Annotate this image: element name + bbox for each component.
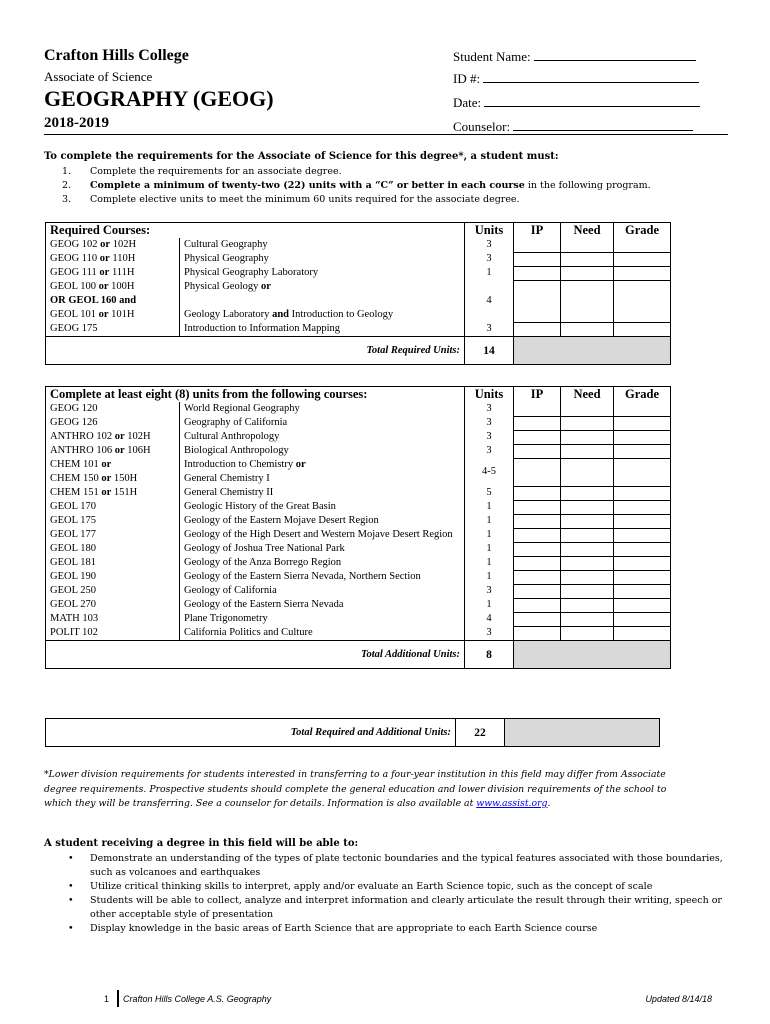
grand-total-table <box>45 718 660 747</box>
grade-cell[interactable] <box>614 612 671 626</box>
header-divider <box>44 134 728 135</box>
required-title: Required Courses: <box>46 223 465 239</box>
ip-cell[interactable] <box>514 252 561 266</box>
shaded-cell <box>514 337 671 365</box>
ip-cell[interactable] <box>514 542 561 556</box>
grade-cell[interactable] <box>614 556 671 570</box>
ip-cell[interactable] <box>514 584 561 598</box>
counselor-label: Counselor: <box>453 119 511 134</box>
table-row: GEOL 170 Geologic History of the Great Basin 1 <box>46 500 671 514</box>
ip-cell[interactable] <box>514 528 561 542</box>
intro-item: 2. Complete a minimum of twenty-two (22) units with a “C” or better in each course in the following program. <box>62 180 651 191</box>
need-cell[interactable] <box>561 402 614 416</box>
grade-cell[interactable] <box>614 430 671 444</box>
grand-total-label: Total Required and Additional Units: <box>46 719 456 747</box>
table-row: POLIT 102 California Politics and Culture 3 <box>46 626 671 641</box>
table-row: GEOL 175 Geology of the Eastern Mojave Desert Region 1 <box>46 514 671 528</box>
need-cell[interactable] <box>561 444 614 458</box>
ip-cell[interactable] <box>514 500 561 514</box>
grade-cell[interactable] <box>614 458 671 486</box>
ip-header: IP <box>514 223 561 239</box>
table-row: MATH 103 Plane Trigonometry 4 <box>46 612 671 626</box>
assist-link[interactable]: www.assist.org <box>476 798 548 809</box>
ip-cell[interactable] <box>514 402 561 416</box>
need-cell[interactable] <box>561 486 614 500</box>
student-name-line[interactable] <box>534 48 696 61</box>
grade-cell[interactable] <box>614 542 671 556</box>
table-row: GEOL 180 Geology of Joshua Tree National Park 1 <box>46 542 671 556</box>
table-row: ANTHRO 106 or 106H Biological Anthropology 3 <box>46 444 671 458</box>
ip-cell[interactable] <box>514 598 561 612</box>
grade-cell[interactable] <box>614 444 671 458</box>
footer-updated: Updated 8/14/18 <box>645 994 712 1004</box>
grade-cell[interactable] <box>614 500 671 514</box>
table-row: ANTHRO 102 or 102H Cultural Anthropology 3 <box>46 430 671 444</box>
footer-divider <box>117 990 119 1007</box>
grade-cell[interactable] <box>614 402 671 416</box>
grade-cell[interactable] <box>614 252 671 266</box>
table-row: GEOL 177 Geology of the High Desert and Western Mojave Desert Region 1 <box>46 528 671 542</box>
page-number: 1 <box>104 994 110 1004</box>
grand-total-row <box>46 719 660 747</box>
table-row: GEOL 100 or 100H OR GEOL 160 and GEOL 101 or 101H Physical Geology or Geology Laboratory and Introduction to Geology 4 <box>46 280 671 322</box>
additional-title: Complete at least eight (8) units from the following courses: <box>46 387 465 403</box>
table-row: GEOG 102 or 102H Cultural Geography 3 <box>46 238 671 252</box>
ip-cell[interactable] <box>514 444 561 458</box>
ip-cell[interactable] <box>514 280 561 322</box>
ip-cell[interactable] <box>514 626 561 641</box>
grade-cell[interactable] <box>614 416 671 430</box>
additional-courses-table <box>45 386 671 669</box>
need-header: Need <box>561 387 614 403</box>
grade-cell[interactable] <box>614 570 671 584</box>
table-row: GEOL 270 Geology of the Eastern Sierra Nevada 1 <box>46 598 671 612</box>
student-name-label: Student Name: <box>453 49 531 64</box>
program-title: GEOGRAPHY (GEOG) <box>44 86 274 111</box>
ip-cell[interactable] <box>514 612 561 626</box>
need-cell[interactable] <box>561 500 614 514</box>
ip-cell[interactable] <box>514 556 561 570</box>
counselor-line[interactable] <box>513 118 693 131</box>
shaded-cell <box>505 719 660 747</box>
need-cell[interactable] <box>561 598 614 612</box>
grade-cell[interactable] <box>614 266 671 280</box>
ip-cell[interactable] <box>514 238 561 252</box>
units-header: Units <box>465 387 514 403</box>
need-cell[interactable] <box>561 322 614 337</box>
grade-cell[interactable] <box>614 626 671 641</box>
intro-heading: To complete the requirements for the Associate of Science for this degree*, a student must: <box>44 151 559 162</box>
table-row: GEOL 250 Geology of California 3 <box>46 584 671 598</box>
grade-cell[interactable] <box>614 528 671 542</box>
need-cell[interactable] <box>561 266 614 280</box>
id-label: ID #: <box>453 71 481 86</box>
transfer-note: *Lower division requirements for students interested in transferring to a four-year institution in this field may differ from Associate degree requirements. Prospective students should complete the general education and lower division requirements of the school to which they will be transferring. See a counselor for details. Information is also available at www.assist.org. <box>44 769 667 809</box>
grade-cell[interactable] <box>614 514 671 528</box>
shaded-cell <box>514 641 671 669</box>
grade-header: Grade <box>614 387 671 403</box>
need-cell[interactable] <box>561 528 614 542</box>
ip-cell[interactable] <box>514 486 561 500</box>
need-header: Need <box>561 223 614 239</box>
ip-cell[interactable] <box>514 416 561 430</box>
need-cell[interactable] <box>561 458 614 486</box>
degree-type: Associate of Science <box>44 69 153 84</box>
footer-title: Crafton Hills College A.S. Geography <box>123 994 272 1004</box>
need-cell[interactable] <box>561 252 614 266</box>
need-cell[interactable] <box>561 584 614 598</box>
ip-cell[interactable] <box>514 322 561 337</box>
need-cell[interactable] <box>561 416 614 430</box>
total-required-value: 14 <box>465 337 514 365</box>
list-item: • Students will be able to collect, analyze and interpret information and clearly articulate the result through their writing, speech or other acceptable style of presentation <box>68 894 738 922</box>
id-field[interactable] <box>453 70 699 87</box>
total-required-label: Total Required Units: <box>46 337 465 365</box>
total-additional-value: 8 <box>465 641 514 669</box>
grand-total-value: 22 <box>456 719 505 747</box>
list-item: • Utilize critical thinking skills to interpret, apply and/or evaluate an Earth Science topic, such as the concept of scale <box>68 880 738 894</box>
catalog-year: 2018-2019 <box>44 115 109 131</box>
list-item: • Demonstrate an understanding of the types of plate tectonic boundaries and the typical features associated with those boundaries, such as volcanoes and earthquakes <box>68 852 738 880</box>
outcomes-heading: A student receiving a degree in this field will be able to: <box>44 838 359 849</box>
grade-cell[interactable] <box>614 598 671 612</box>
grade-cell[interactable] <box>614 486 671 500</box>
table-row: GEOG 111 or 111H Physical Geography Laboratory 1 <box>46 266 671 280</box>
ip-header: IP <box>514 387 561 403</box>
intro-item: 3. Complete elective units to meet the minimum 60 units required for the associate degree. <box>62 194 520 205</box>
ip-cell[interactable] <box>514 430 561 444</box>
id-line[interactable] <box>483 70 699 83</box>
need-cell[interactable] <box>561 280 614 322</box>
need-cell[interactable] <box>561 570 614 584</box>
grade-header: Grade <box>614 223 671 239</box>
outcomes-list <box>68 852 738 936</box>
table-row: GEOL 190 Geology of the Eastern Sierra Nevada, Northern Section 1 <box>46 570 671 584</box>
table-row: GEOG 110 or 110H Physical Geography 3 <box>46 252 671 266</box>
need-cell[interactable] <box>561 626 614 641</box>
grade-cell[interactable] <box>614 584 671 598</box>
need-cell[interactable] <box>561 542 614 556</box>
table-row: GEOG 120 World Regional Geography 3 <box>46 402 671 416</box>
grade-cell[interactable] <box>614 280 671 322</box>
total-additional-label: Total Additional Units: <box>46 641 465 669</box>
intro-list <box>62 165 651 207</box>
grade-cell[interactable] <box>614 322 671 337</box>
grade-cell[interactable] <box>614 238 671 252</box>
date-field[interactable] <box>453 94 700 111</box>
intro-item: 1. Complete the requirements for an associate degree. <box>62 166 342 177</box>
ip-cell[interactable] <box>514 266 561 280</box>
table-row: GEOL 181 Geology of the Anza Borrego Region 1 <box>46 556 671 570</box>
list-item: • Display knowledge in the basic areas of Earth Science that are appropriate to each Earth Science course <box>68 922 738 936</box>
need-cell[interactable] <box>561 556 614 570</box>
ip-cell[interactable] <box>514 514 561 528</box>
need-cell[interactable] <box>561 430 614 444</box>
need-cell[interactable] <box>561 612 614 626</box>
table-row: GEOG 126 Geography of California 3 <box>46 416 671 430</box>
ip-cell[interactable] <box>514 570 561 584</box>
units-header: Units <box>465 223 514 239</box>
college-name: Crafton Hills College <box>44 47 189 64</box>
table-row: CHEM 151 or 151H General Chemistry II 5 <box>46 486 671 500</box>
counselor-field[interactable] <box>453 118 693 135</box>
table-row: CHEM 101 or CHEM 150 or 150H Introduction to Chemistry or General Chemistry I 4-5 <box>46 458 671 486</box>
required-courses-table <box>45 222 671 365</box>
table-row: GEOG 175 Introduction to Information Mapping 3 <box>46 322 671 337</box>
total-row <box>46 337 671 365</box>
need-cell[interactable] <box>561 514 614 528</box>
total-row <box>46 641 671 669</box>
student-name-field[interactable] <box>453 48 696 65</box>
need-cell[interactable] <box>561 238 614 252</box>
date-line[interactable] <box>484 94 700 107</box>
date-label: Date: <box>453 95 482 110</box>
ip-cell[interactable] <box>514 458 561 486</box>
